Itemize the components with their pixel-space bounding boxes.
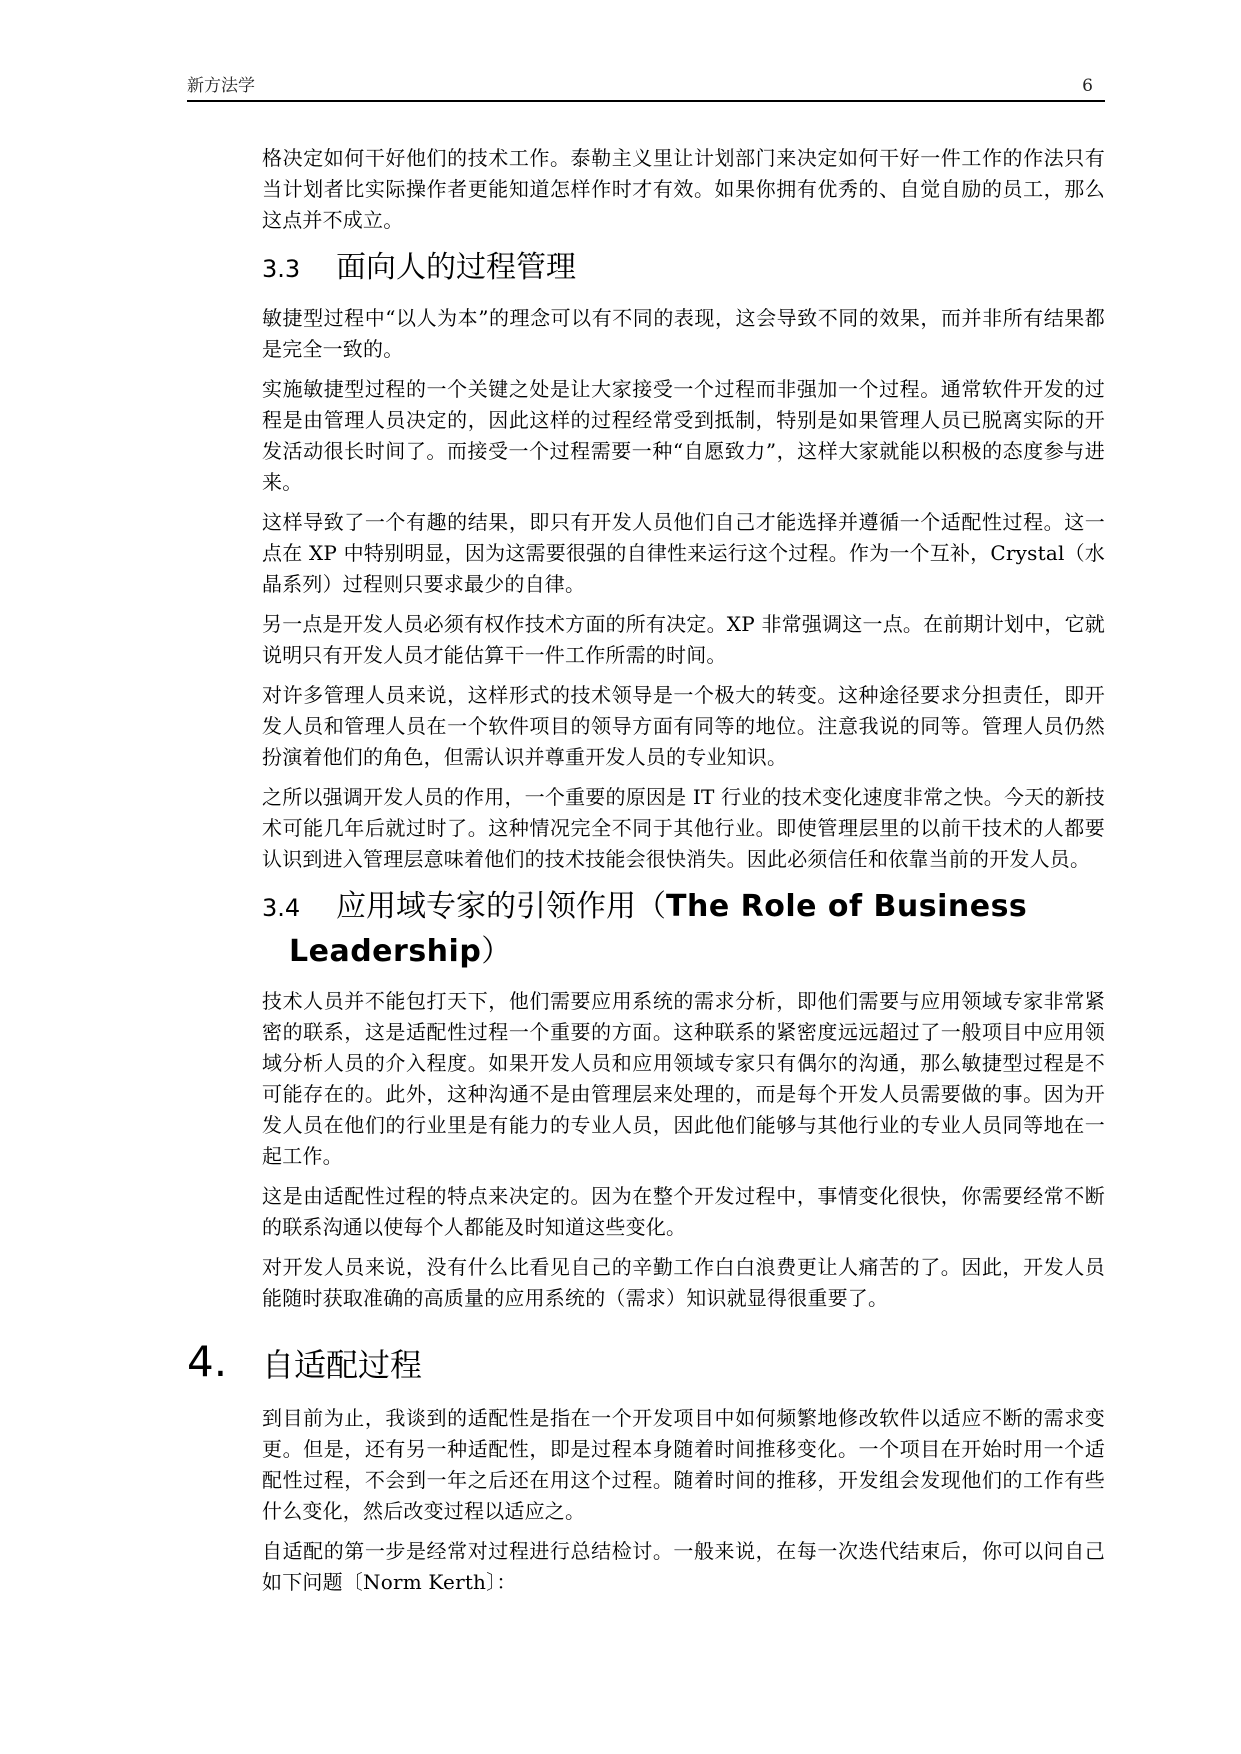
section-number: 3.4 (262, 894, 301, 922)
paragraph: 自适配的第一步是经常对过程进行总结检讨。一般来说，在每一次迭代结束后，你可以问自己如下问题〔Norm Kerth〕： (262, 1539, 1105, 1594)
paragraph: 这是由适配性过程的特点来决定的。因为在整个开发过程中，事情变化很快，你需要经常不断的联系沟通以使每个人都能及时知道这些变化。 (262, 1184, 1105, 1239)
section-number: 3.3 (262, 255, 301, 283)
paragraph: 这样导致了一个有趣的结果，即只有开发人员他们自己才能选择并遵循一个适配性过程。这一点在 XP 中特别明显，因为这需要很强的自律性来运行这个过程。作为一个互补，Crystal（水晶系列）过程则只要求最少的自律。 (262, 510, 1105, 596)
paragraph: 敏捷型过程中“以人为本”的理念可以有不同的表现，这会导致不同的效果，而并非所有结果都是完全一致的。 (262, 306, 1105, 361)
paragraph: 另一点是开发人员必须有权作技术方面的所有决定。XP 非常强调这一点。在前期计划中，它就说明只有开发人员才能估算干一件工作所需的时间。 (262, 612, 1105, 667)
section-title: 面向人的过程管理 (336, 250, 576, 285)
page-number: 6 (1082, 76, 1093, 96)
paragraph: 对许多管理人员来说，这样形式的技术领导是一个极大的转变。这种途径要求分担责任，即开发人员和管理人员在一个软件项目的领导方面有同等的地位。注意我说的同等。管理人员仍然扮演着他们的角色，但需认识并尊重开发人员的专业知识。 (262, 683, 1105, 769)
section-title-close: ） (481, 934, 512, 969)
paragraph: 技术人员并不能包打天下，他们需要应用系统的需求分析，即他们需要与应用领域专家非常紧密的联系，这是适配性过程一个重要的方面。这种联系的紧密度远远超过了一般项目中应用领域分析人员的介入程度。如果开发人员和应用领域专家只有偶尔的沟通，那么敏捷型过程是不可能存在的。此外，这种沟通不是由管理层来处理的，而是每个开发人员需要做的事。因为开发人员在他们的行业里是有能力的专业人员，因此他们能够与其他行业的专业人员同等地在一起工作。 (262, 989, 1105, 1168)
paragraph: 之所以强调开发人员的作用，一个重要的原因是 IT 行业的技术变化速度非常之快。今天的新技术可能几年后就过时了。这种情况完全不同于其他行业。即使管理层里的以前干技术的人都要认识到进入管理层意味着他们的技术技能会很快消失。因此必须信任和依靠当前的开发人员。 (262, 785, 1105, 871)
section-title-en-cont: Leadership (289, 934, 482, 969)
section-title-cn: 应用域专家的引领作用（ (336, 889, 666, 924)
section-heading-3-4 (262, 885, 1105, 974)
chapter-title: 自适配过程 (262, 1346, 423, 1384)
running-title: 新方法学 (187, 76, 255, 96)
paragraph: 到目前为止，我谈到的适配性是指在一个开发项目中如何频繁地修改软件以适应不断的需求变更。但是，还有另一种适配性，即是过程本身随着时间推移变化。一个项目在开始时用一个适配性过程，不会到一年之后还在用这个过程。随着时间的推移，开发组会发现他们的工作有些什么变化，然后改变过程以适应之。 (262, 1406, 1105, 1523)
paragraph: 实施敏捷型过程的一个关键之处是让大家接受一个过程而非强加一个过程。通常软件开发的过程是由管理人员决定的，因此这样的过程经常受到抵制，特别是如果管理人员已脱离实际的开发活动很长时间了。而接受一个过程需要一种“自愿致力”，这样大家就能以积极的态度参与进来。 (262, 377, 1105, 494)
paragraph: 格决定如何干好他们的技术工作。泰勒主义里让计划部门来决定如何干好一件工作的作法只有当计划者比实际操作者更能知道怎样作时才有效。如果你拥有优秀的、自觉自励的员工，那么这点并不成立。 (262, 146, 1105, 232)
section-heading-3-3 (262, 246, 1105, 291)
chapter-heading-4 (187, 1338, 1105, 1389)
page-body (187, 143, 1105, 1607)
page-header (187, 76, 1105, 102)
chapter-number: 4. (187, 1337, 228, 1386)
section-title-line2 (262, 930, 1105, 974)
paragraph: 对开发人员来说，没有什么比看见自己的辛勤工作白白浪费更让人痛苦的了。因此，开发人员能随时获取准确的高质量的应用系统的（需求）知识就显得很重要了。 (262, 1255, 1105, 1310)
section-title-en: The Role of Business (666, 889, 1028, 924)
